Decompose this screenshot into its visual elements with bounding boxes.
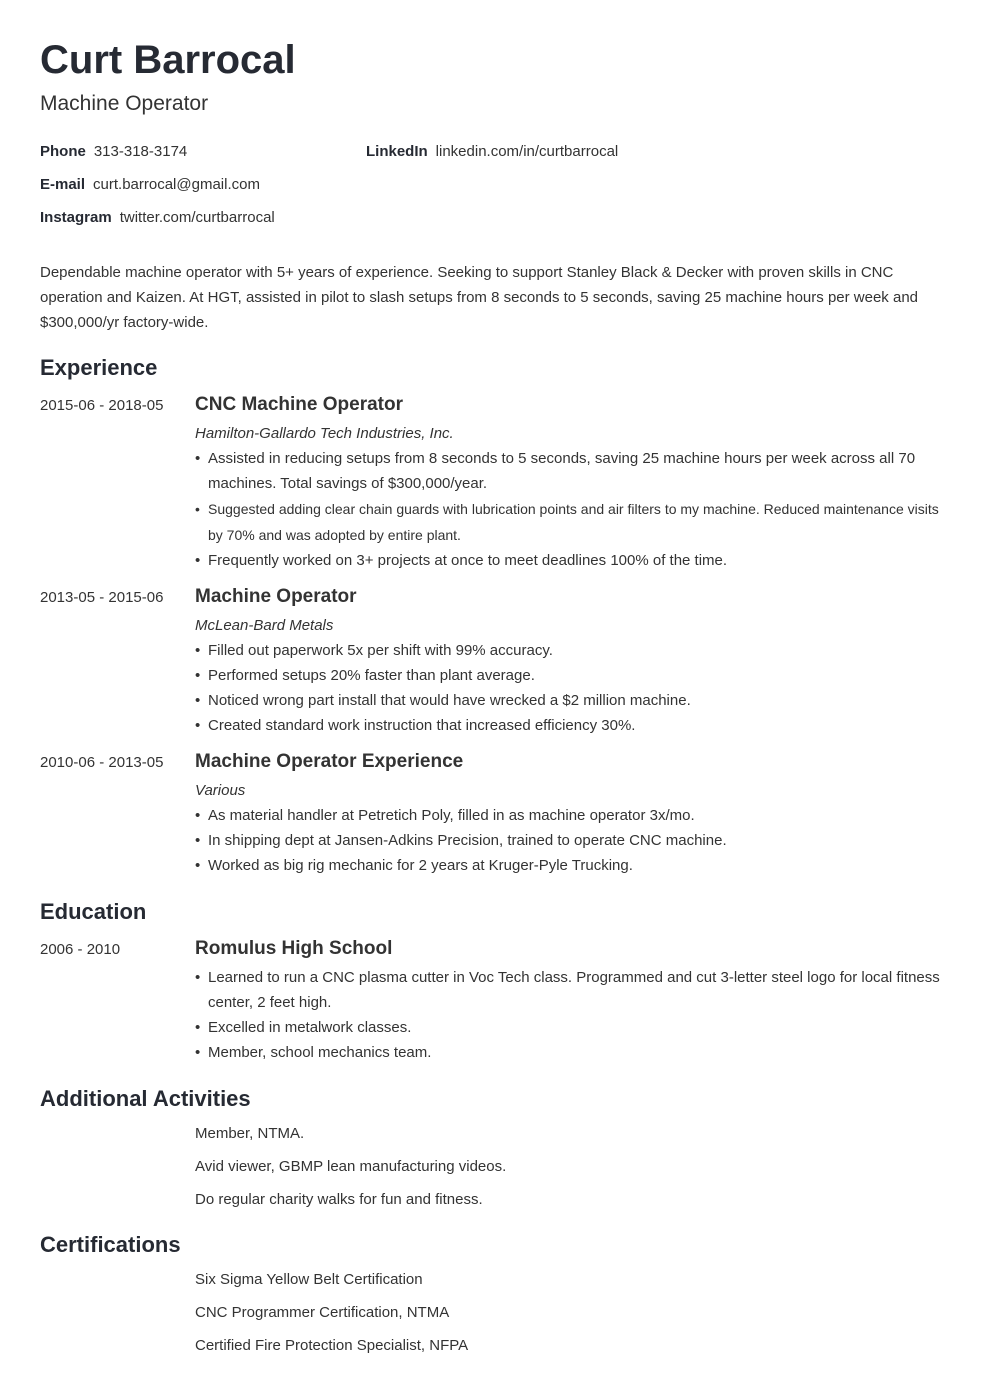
candidate-name: Curt Barrocal — [40, 38, 296, 82]
list-item: • Member, school mechanics team. — [195, 1040, 945, 1065]
certifications-heading: Certifications — [40, 1232, 181, 1257]
list-item: • Learned to run a CNC plasma cutter in Voc Tech class. Programmed and cut 3-letter steel logo for local fitness center, 2 feet high. — [195, 965, 945, 1015]
education-heading: Education — [40, 899, 147, 924]
list-item: • Worked as big rig mechanic for 2 years at Kruger-Pyle Trucking. — [195, 853, 945, 878]
job-company: Hamilton-Gallardo Tech Industries, Inc. — [195, 425, 454, 442]
activities-list — [195, 1117, 945, 1216]
job-dates: 2010-06 - 2013-05 — [40, 754, 164, 771]
list-item: • Filled out paperwork 5x per shift with 99% accuracy. — [195, 638, 945, 663]
education-dates: 2006 - 2010 — [40, 941, 121, 958]
list-item: Certified Fire Protection Specialist, NFPA — [195, 1337, 469, 1354]
experience-heading: Experience — [40, 355, 158, 380]
contact-email — [40, 175, 260, 195]
list-item: • As material handler at Petretich Poly, filled in as machine operator 3x/mo. — [195, 803, 945, 828]
contact-email-value: curt.barrocal@gmail.com — [93, 176, 260, 193]
list-item: Avid viewer, GBMP lean manufacturing videos. — [195, 1158, 507, 1175]
list-item: • In shipping dept at Jansen-Adkins Precision, trained to operate CNC machine. — [195, 828, 945, 853]
job-title: Machine Operator — [195, 586, 357, 607]
job-bullets — [195, 638, 945, 738]
list-item: • Frequently worked on 3+ projects at once to meet deadlines 100% of the time. — [195, 548, 945, 573]
job-bullets — [195, 803, 945, 878]
job-entry — [195, 749, 945, 878]
contact-instagram-label: Instagram — [40, 209, 112, 226]
job-title: CNC Machine Operator — [195, 394, 403, 415]
school-name: Romulus High School — [195, 938, 393, 959]
list-item: • Assisted in reducing setups from 8 seconds to 5 seconds, saving 25 machine hours per week across all 70 machines. Total savings of $300,000/year. — [195, 446, 945, 496]
education-bullets — [195, 965, 945, 1065]
job-company: Various — [195, 782, 246, 799]
list-item: • Excelled in metalwork classes. — [195, 1015, 945, 1040]
job-title: Machine Operator Experience — [195, 751, 464, 772]
job-bullets — [195, 446, 945, 573]
job-dates: 2013-05 - 2015-06 — [40, 589, 164, 606]
list-item: Six Sigma Yellow Belt Certification — [195, 1271, 423, 1288]
job-entry — [195, 392, 945, 573]
contact-linkedin-value: linkedin.com/in/curtbarrocal — [435, 143, 619, 160]
list-item: • Noticed wrong part install that would have wrecked a $2 million machine. — [195, 688, 945, 713]
profile-summary: Dependable machine operator with 5+ years of experience. Seeking to support Stanley Black & Decker with proven skills in CNC operation and Kaizen. At HGT, assisted in pilot to slash setups from 8 seconds to 5 seconds, saving 25 machine hours per week and $300,000/yr factory-wide. — [40, 264, 918, 331]
contact-linkedin-label: LinkedIn — [366, 143, 428, 160]
job-dates: 2015-06 - 2018-05 — [40, 397, 164, 414]
candidate-title: Machine Operator — [40, 92, 209, 115]
contact-instagram — [40, 208, 275, 228]
list-item: Do regular charity walks for fun and fitness. — [195, 1191, 483, 1208]
contact-phone-value: 313-318-3174 — [93, 143, 188, 160]
list-item: • Suggested adding clear chain guards with lubrication points and air filters to my machine. Reduced maintenance visits by 70% and was adopted by entire plant. — [195, 496, 945, 548]
education-entry — [195, 936, 945, 1065]
list-item: • Performed setups 20% faster than plant average. — [195, 663, 945, 688]
contact-email-label: E-mail — [40, 176, 86, 193]
activities-heading: Additional Activities — [40, 1086, 251, 1111]
contact-linkedin — [366, 142, 618, 162]
list-item: • Created standard work instruction that increased efficiency 30%. — [195, 713, 945, 738]
job-company: McLean-Bard Metals — [195, 617, 334, 634]
contact-phone — [40, 142, 187, 162]
job-entry — [195, 584, 945, 738]
contact-phone-label: Phone — [40, 143, 86, 160]
contact-instagram-value: twitter.com/curtbarrocal — [119, 209, 275, 226]
list-item: CNC Programmer Certification, NTMA — [195, 1304, 450, 1321]
certifications-list — [195, 1263, 945, 1362]
list-item: Member, NTMA. — [195, 1125, 305, 1142]
